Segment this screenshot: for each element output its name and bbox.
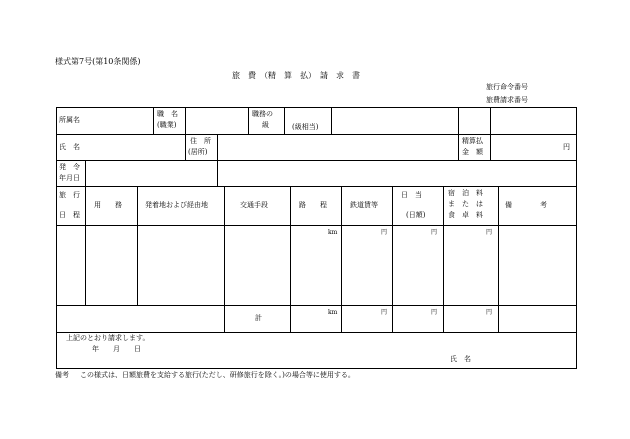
daily-allowance-header: 日 当 [401, 191, 422, 199]
position-label: 職 名 [157, 110, 178, 118]
lodging-yen-unit: 円 [486, 229, 493, 236]
settlement-yen-unit: 円 [563, 143, 570, 151]
schedule-label: 日 程 [59, 211, 80, 219]
position-sub-label: (職業) [157, 121, 177, 129]
transport-header: 交通手段 [240, 201, 268, 209]
settlement-amount-label: 金 額 [462, 148, 483, 156]
travel-request-number-label: 旅費請求番号 [486, 96, 528, 104]
settlement-label: 精算払 [462, 137, 483, 145]
meal-header: 食 卓 料 [448, 211, 483, 219]
daily-allowance-sub-header: (日額) [406, 211, 426, 219]
address-label: 住 所 [190, 137, 211, 145]
distance-km-unit: km [328, 229, 338, 236]
lodging-header: 宿 泊 料 [448, 189, 483, 197]
total-daily-yen-unit: 円 [431, 309, 438, 316]
affiliation-label: 所属名 [59, 116, 80, 124]
claim-statement: 上記のとおり請求します。 [66, 334, 150, 342]
name-label: 氏 名 [59, 143, 80, 151]
business-header: 用 務 [94, 201, 122, 209]
distance-header: 路 程 [299, 201, 327, 209]
address-sub-label: (居所) [188, 148, 208, 156]
total-km-unit: km [328, 309, 338, 316]
rail-yen-unit: 円 [381, 229, 388, 236]
footnote-text: この様式は、日額旅費を支給する旅行(ただし、研修旅行を除く。)の場合等に使用する。 [80, 371, 355, 379]
grade-sub-label: 級 [262, 121, 269, 129]
total-label: 計 [255, 314, 262, 322]
issue-date-label: 発 令 [59, 163, 80, 171]
travel-order-number-label: 旅行命令番号 [486, 83, 528, 91]
route-header: 発着地および経由地 [145, 201, 208, 209]
daily-yen-unit: 円 [431, 229, 438, 236]
total-lodging-yen-unit: 円 [486, 309, 493, 316]
travel-label: 旅 行 [59, 191, 80, 199]
grade-equivalent-label: (級相当) [292, 123, 319, 131]
total-rail-yen-unit: 円 [381, 309, 388, 316]
lodging-or-header: ま た は [448, 200, 483, 208]
issue-date-sub-label: 年月日 [59, 174, 80, 182]
rail-fare-header: 鉄道賃等 [350, 201, 378, 209]
footnote-label: 備考 [55, 371, 69, 379]
form-number: 様式第7号(第10条関係) [55, 57, 141, 66]
claimant-name-label: 氏 名 [450, 355, 471, 363]
remarks-header: 備 考 [505, 201, 547, 209]
claim-date: 年 月 日 [92, 345, 141, 353]
page-title: 旅 費 （精 算 払） 請 求 書 [232, 71, 360, 80]
grade-label: 職務の [252, 110, 273, 118]
